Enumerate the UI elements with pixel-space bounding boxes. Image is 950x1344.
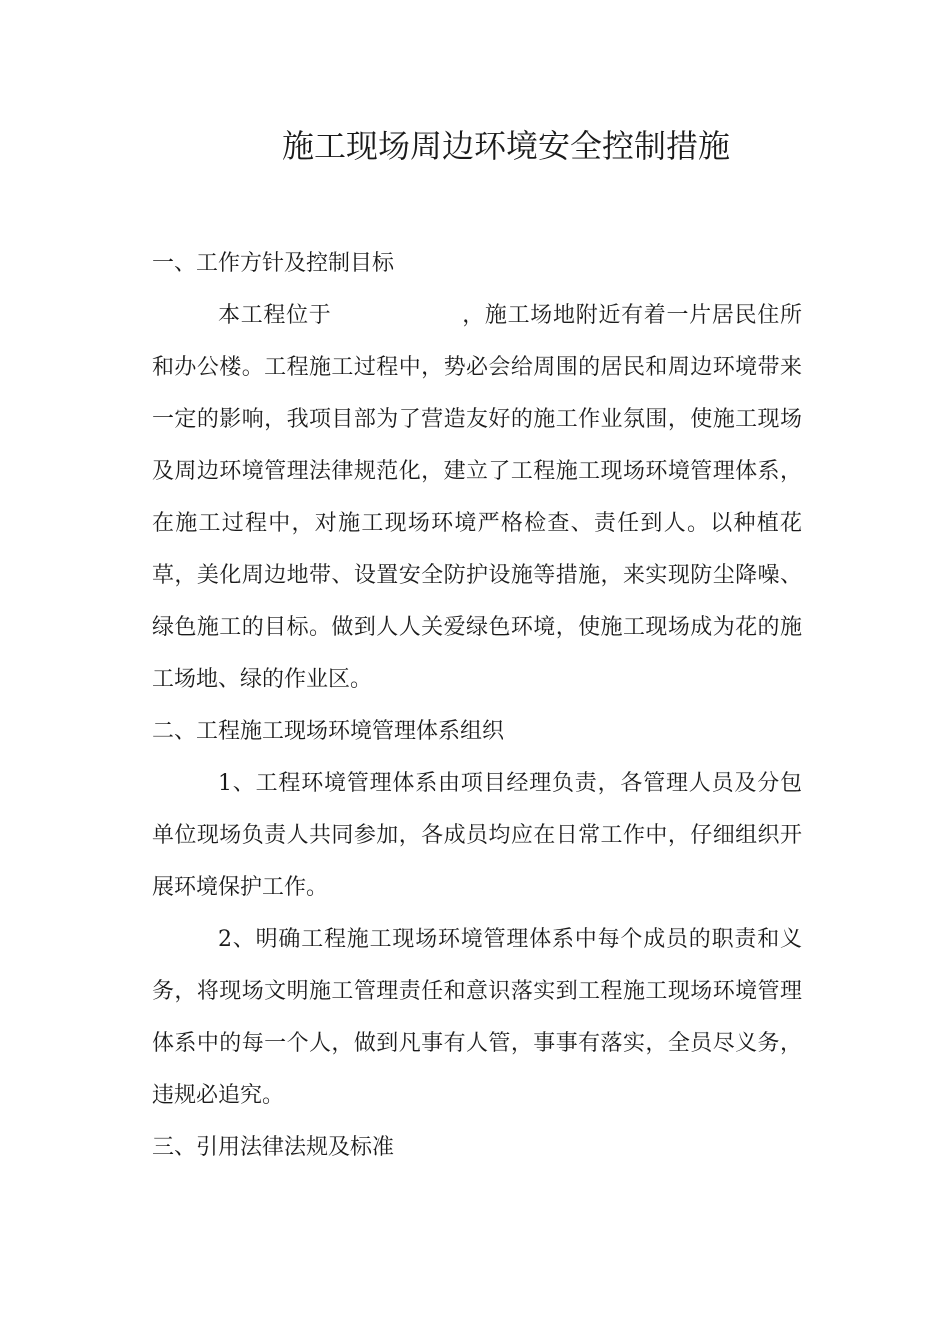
section-1-paragraph-rest: ，施工场地附近有着一片居民住所和办公楼。工程施工过程中，势必会给周围的居民和周边环境带来一定的影响，我项目部为了营造友好的施工作业氛围，使施工现场及周边环境管理法律规范化，建立了工程施工现场环境管理体系，在施工过程中，对施工现场环境严格检查、责任到人。以种植花草，美化周边地带、设置安全防护设施等措施，来实现防尘降噪、绿色施工的目标。做到人人关爱绿色环境，使施工现场成为花的施工场地、绿的作业区。 (152, 303, 802, 692)
section-1-heading: 一、工作方针及控制目标 (152, 251, 395, 276)
section-1-paragraph-prefix: 本工程位于 (218, 303, 332, 328)
document-body (152, 238, 802, 1174)
section-1-paragraph (152, 290, 802, 706)
section-2-item-2: 2、明确工程施工现场环境管理体系中每个成员的职责和义务，将现场文明施工管理责任和意识落实到工程施工现场环境管理体系中的每一个人，做到凡事有人管，事事有落实，全员尽义务，违规必追究。 (152, 927, 802, 1108)
section-3-heading: 三、引用法律法规及标准 (152, 1135, 395, 1160)
section-2-heading: 二、工程施工现场环境管理体系组织 (152, 719, 505, 744)
section-2-item-1: 1、工程环境管理体系由项目经理负责，各管理人员及分包单位现场负责人共同参加，各成员均应在日常工作中，仔细组织开展环境保护工作。 (152, 771, 802, 900)
document-title: 施工现场周边环境安全控制措施 (281, 127, 730, 165)
